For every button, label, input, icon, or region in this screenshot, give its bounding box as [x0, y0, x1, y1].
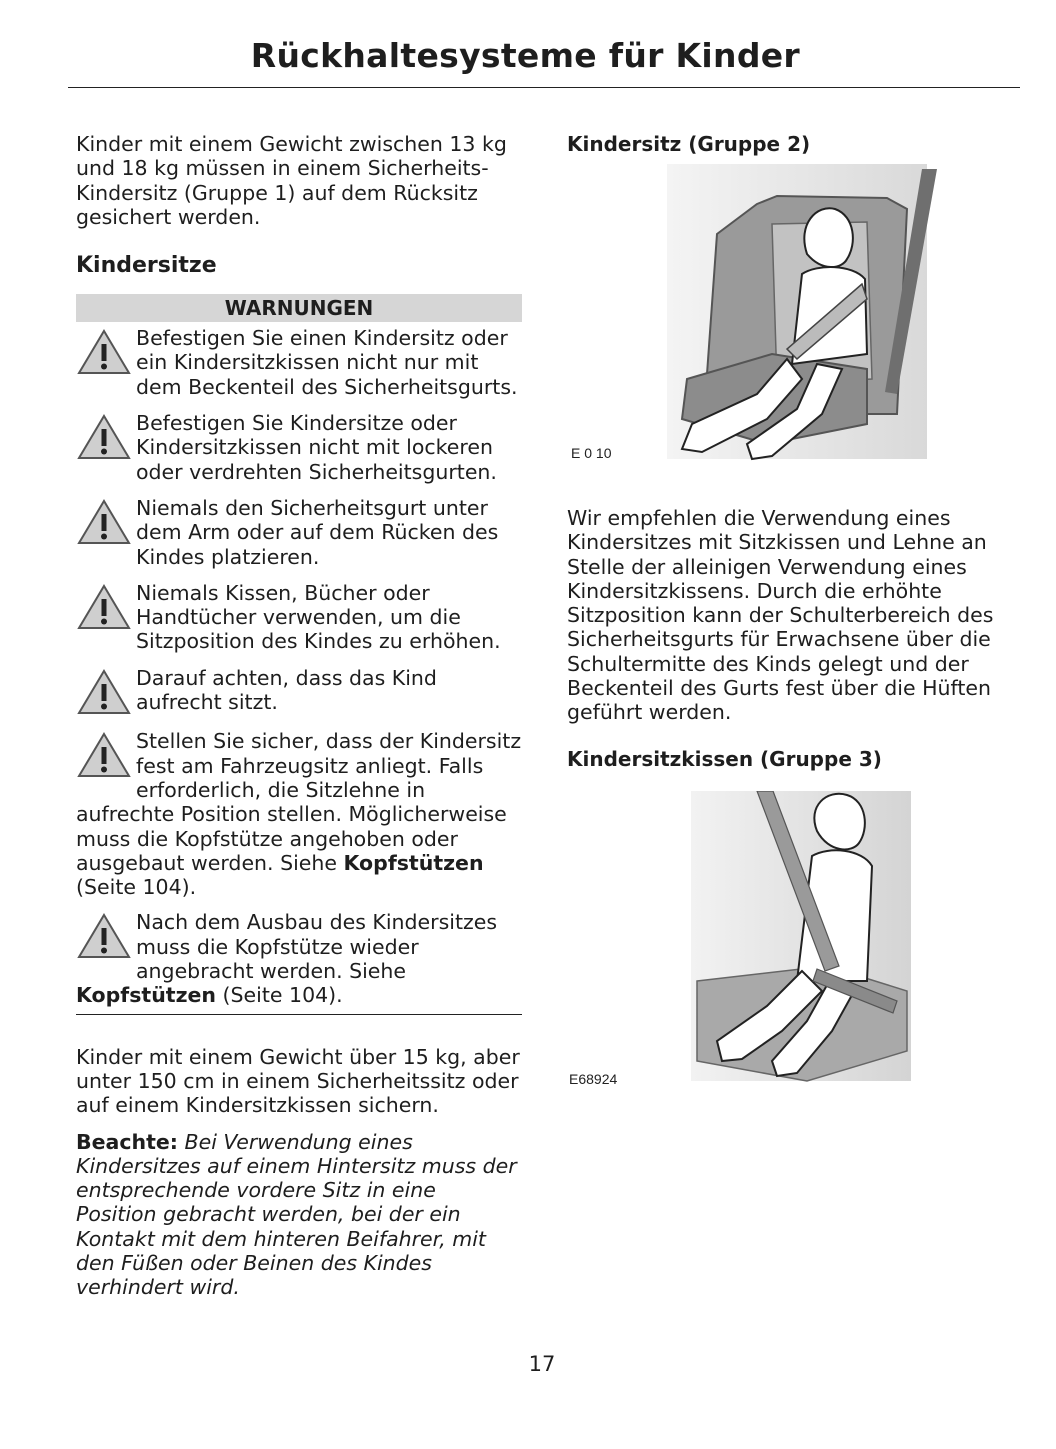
- warning-triangle-icon: [76, 668, 132, 716]
- figure-code: E 0 10: [571, 445, 612, 461]
- warnings-header: WARNUNGEN: [76, 294, 522, 322]
- warning-triangle-icon: [76, 498, 132, 546]
- warning-item: [76, 910, 522, 1007]
- warning-triangle-icon: [76, 413, 132, 461]
- section-heading-gruppe-2: Kindersitz (Gruppe 2): [567, 132, 811, 156]
- warning-line: angebracht werden. Siehe: [136, 959, 407, 984]
- recommendation-paragraph: Wir empfehlen die Verwendung eines Kindersitzes mit Sitzkissen und Lehne an Stelle der alleinigen Verwendung eines Kindersitzkissens. Durch die erhöhte Sitzposition kann der Schulterbereich des Sicherheitsgurts für Erwachsene über die Schultermitte des Kinds gelegt und der Beckenteil des Gurts fest über die Hüften geführt werden.: [567, 506, 994, 725]
- page-number: 17: [528, 1352, 556, 1376]
- weight-paragraph: Kinder mit einem Gewicht über 15 kg, aber unter 150 cm in einem Sicherheitssitz oder auf einem Kindersitzkissen sichern.: [76, 1044, 520, 1118]
- warning-line: Nach dem Ausbau des Kindersitzes: [136, 910, 498, 935]
- warning-triangle-icon: [76, 583, 132, 631]
- right-column: [567, 132, 1017, 1111]
- cross-reference-link[interactable]: Kopfstützen: [76, 983, 217, 1008]
- warnings-end-divider: [76, 1014, 522, 1015]
- warning-text: [76, 910, 522, 1007]
- intro-paragraph: Kinder mit einem Gewicht zwischen 13 kg und 18 kg müssen in einem Sicherheits-Kindersitz (Gruppe 1) auf dem Rücksitz gesichert werden.: [76, 132, 507, 229]
- warning-item: [76, 326, 522, 399]
- figure-kindersitzkissen-gruppe-3: [567, 785, 1017, 1111]
- warning-triangle-icon: [76, 328, 132, 376]
- warning-item: [76, 411, 522, 484]
- child-seat-illustration: [567, 164, 1017, 464]
- figure-code: E68924: [569, 1070, 618, 1087]
- warning-line: fest am Fahrzeugsitz anliegt. Falls: [136, 753, 484, 778]
- warning-text: Niemals den Sicherheitsgurt unter dem Arm oder auf dem Rücken des Kindes platzieren.: [136, 495, 499, 569]
- page-reference: (Seite 104).: [76, 875, 197, 900]
- warning-text: [76, 729, 522, 899]
- note-label: Beachte:: [76, 1129, 179, 1154]
- warning-triangle-icon: [76, 731, 132, 779]
- page-title: Rückhaltesysteme für Kinder: [250, 36, 800, 75]
- warning-triangle-icon: [76, 912, 132, 960]
- title-divider: [68, 87, 1020, 88]
- note-text: Bei Verwendung eines Kindersitzes auf einem Hintersitz muss der entsprechende vordere Sitz in eine Position gebracht werden, bei der ein Kontakt mit dem hinteren Beifahrer, mit den Füßen oder Beinen des Kindes verhindert wird.: [76, 1129, 517, 1300]
- warning-text: Darauf achten, dass das Kind aufrecht sitzt.: [136, 665, 437, 715]
- page-reference: (Seite 104).: [216, 983, 343, 1008]
- booster-cushion-illustration: [567, 791, 1017, 1091]
- section-heading-gruppe-3: Kindersitzkissen (Gruppe 3): [567, 746, 882, 771]
- note-paragraph: [76, 1130, 522, 1300]
- warning-text: Befestigen Sie Kindersitze oder Kindersitzkissen nicht mit lockeren oder verdrehten Sicherheitsgurten.: [136, 411, 497, 484]
- warning-item: [76, 496, 522, 569]
- warning-line: erforderlich, die Sitzlehne in: [136, 777, 426, 802]
- warning-item: [76, 666, 522, 715]
- figure-kindersitz-gruppe-2: [567, 156, 1017, 462]
- warning-text: Niemals Kissen, Bücher oder Handtücher verwenden, um die Sitzposition des Kindes zu erhöhen.: [136, 580, 501, 654]
- warning-line: Stellen Sie sicher, dass der Kindersitz: [136, 729, 522, 754]
- warning-item: [76, 581, 522, 654]
- warning-item: [76, 729, 522, 899]
- cross-reference-link[interactable]: Kopfstützen: [343, 850, 484, 875]
- warning-text: Befestigen Sie einen Kindersitz oder ein Kindersitzkissen nicht nur mit dem Beckenteil des Sicherheitsgurts.: [136, 326, 518, 399]
- section-heading-kindersitze: Kindersitze: [76, 253, 217, 279]
- warning-line: aufrechte Position stellen. Möglicherweise muss die Kopfstütze angehoben oder ausgebaut werden. Siehe: [76, 802, 507, 875]
- left-column: [76, 132, 522, 1300]
- warning-line: muss die Kopfstütze wieder: [136, 934, 419, 959]
